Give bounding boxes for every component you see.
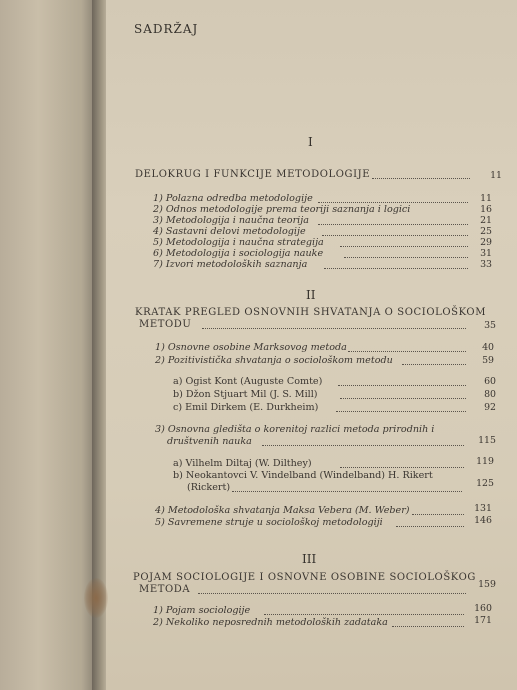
toc-entry-page: 171 (474, 615, 492, 626)
leader-dots (324, 266, 468, 269)
leader-dots (396, 524, 464, 527)
toc-entry-page: 40 (482, 342, 494, 353)
toc-entry-page: 92 (484, 402, 496, 413)
toc-entry-page: 59 (482, 355, 494, 366)
leader-dots (262, 443, 464, 446)
leader-dots (318, 222, 468, 225)
toc-subentry: a) Ogist Kont (Auguste Comte) (173, 376, 323, 387)
left-page (0, 0, 96, 690)
toc-entry: 2) Odnos metodologije prema teoriji saznanja i logici (153, 204, 411, 215)
part-2-page: 35 (484, 320, 496, 331)
toc-entry-page: 16 (480, 204, 492, 215)
part-3-numeral: III (302, 552, 317, 566)
toc-entry-page: 146 (474, 515, 492, 526)
toc-entry: 6) Metodologija i sociologija nauke (153, 248, 324, 259)
part-2-numeral: II (306, 288, 316, 302)
part-1-numeral: I (308, 135, 313, 149)
leader-dots (348, 349, 466, 352)
toc-entry: 5) Savremene struje u sociološkoj metodologiji (155, 517, 383, 528)
toc-entry-page: 115 (478, 435, 496, 446)
toc-entry: 1) Pojam sociologije (153, 605, 251, 616)
leader-dots (412, 512, 464, 515)
toc-subentry: b) Neokantovci V. Vindelband (Windelband) H. Rikert (173, 470, 433, 481)
toc-entry-page: 125 (476, 478, 494, 489)
leader-dots (198, 591, 466, 594)
page-stain (84, 578, 108, 618)
leader-dots (402, 362, 466, 365)
leader-dots (338, 383, 466, 386)
toc-entry: 4) Metodološka shvatanja Maksa Vebera (M. Weber) (155, 505, 410, 516)
part-2-title: METODU (139, 319, 192, 330)
part-1-title: DELOKRUG I FUNKCIJE METODOLOGIJE (135, 169, 371, 180)
leader-dots (232, 489, 462, 492)
toc-subentry: b) Džon Stjuart Mil (J. S. Mill) (173, 389, 318, 400)
toc-entry-page: 131 (474, 503, 492, 514)
leader-dots (336, 409, 466, 412)
toc-subentry: c) Emil Dirkem (E. Durkheim) (173, 402, 319, 413)
toc-subentry: (Rickert) (187, 482, 231, 493)
toc-entry: 3) Metodologija i naučna teorija (153, 215, 309, 226)
toc-entry-page: 60 (484, 376, 496, 387)
toc-entry: 1) Polazna odredba metodologije (153, 193, 313, 204)
part-3-page: 159 (478, 579, 496, 590)
toc-entry-page: 31 (480, 248, 492, 259)
leader-dots (202, 326, 466, 329)
leader-dots (340, 244, 468, 247)
toc-entry: društvenih nauka (167, 436, 252, 447)
leader-dots (340, 396, 466, 399)
leader-dots (392, 624, 464, 627)
toc-entry-page: 11 (480, 193, 492, 204)
toc-entry-page: 80 (484, 389, 496, 400)
leader-dots (264, 612, 464, 615)
toc-entry-page: 29 (480, 237, 492, 248)
toc-entry-page: 25 (480, 226, 492, 237)
toc-entry-page: 119 (476, 456, 494, 467)
part-3-title: POJAM SOCIOLOGIJE I OSNOVNE OSOBINE SOCIOLOŠKOG (133, 572, 476, 583)
toc-entry: 2) Nekoliko neposrednih metodoloških zadataka (153, 617, 388, 628)
toc-entry-page: 160 (474, 603, 492, 614)
toc-entry: 2) Pozitivistička shvatanja o sociološkom metodu (155, 355, 393, 366)
toc-entry: 3) Osnovna gledišta o korenitoj razlici metoda prirodnih i (155, 424, 435, 435)
leader-dots (322, 233, 468, 236)
leader-dots (344, 255, 468, 258)
leader-dots (372, 176, 470, 179)
toc-entry: 4) Sastavni delovi metodologije (153, 226, 306, 237)
toc-entry: 1) Osnovne osobine Marksovog metoda (155, 342, 347, 353)
toc-entry-page: 33 (480, 259, 492, 270)
part-2-title: KRATAK PREGLED OSNOVNIH SHVATANJA O SOCIOLOŠKOM (135, 307, 487, 318)
toc-entry-page: 21 (480, 215, 492, 226)
toc-entry: 7) Izvori metodoloških saznanja (153, 259, 308, 270)
toc-entry: 5) Metodologija i naučna strategija (153, 237, 324, 248)
page-title: SADRŽAJ (134, 22, 199, 36)
part-3-title: METODA (139, 584, 191, 595)
leader-dots (340, 465, 464, 468)
toc-subentry: a) Vilhelm Diltaj (W. Dilthey) (173, 458, 312, 469)
leader-dots (318, 200, 468, 203)
part-1-page: 11 (490, 170, 502, 181)
